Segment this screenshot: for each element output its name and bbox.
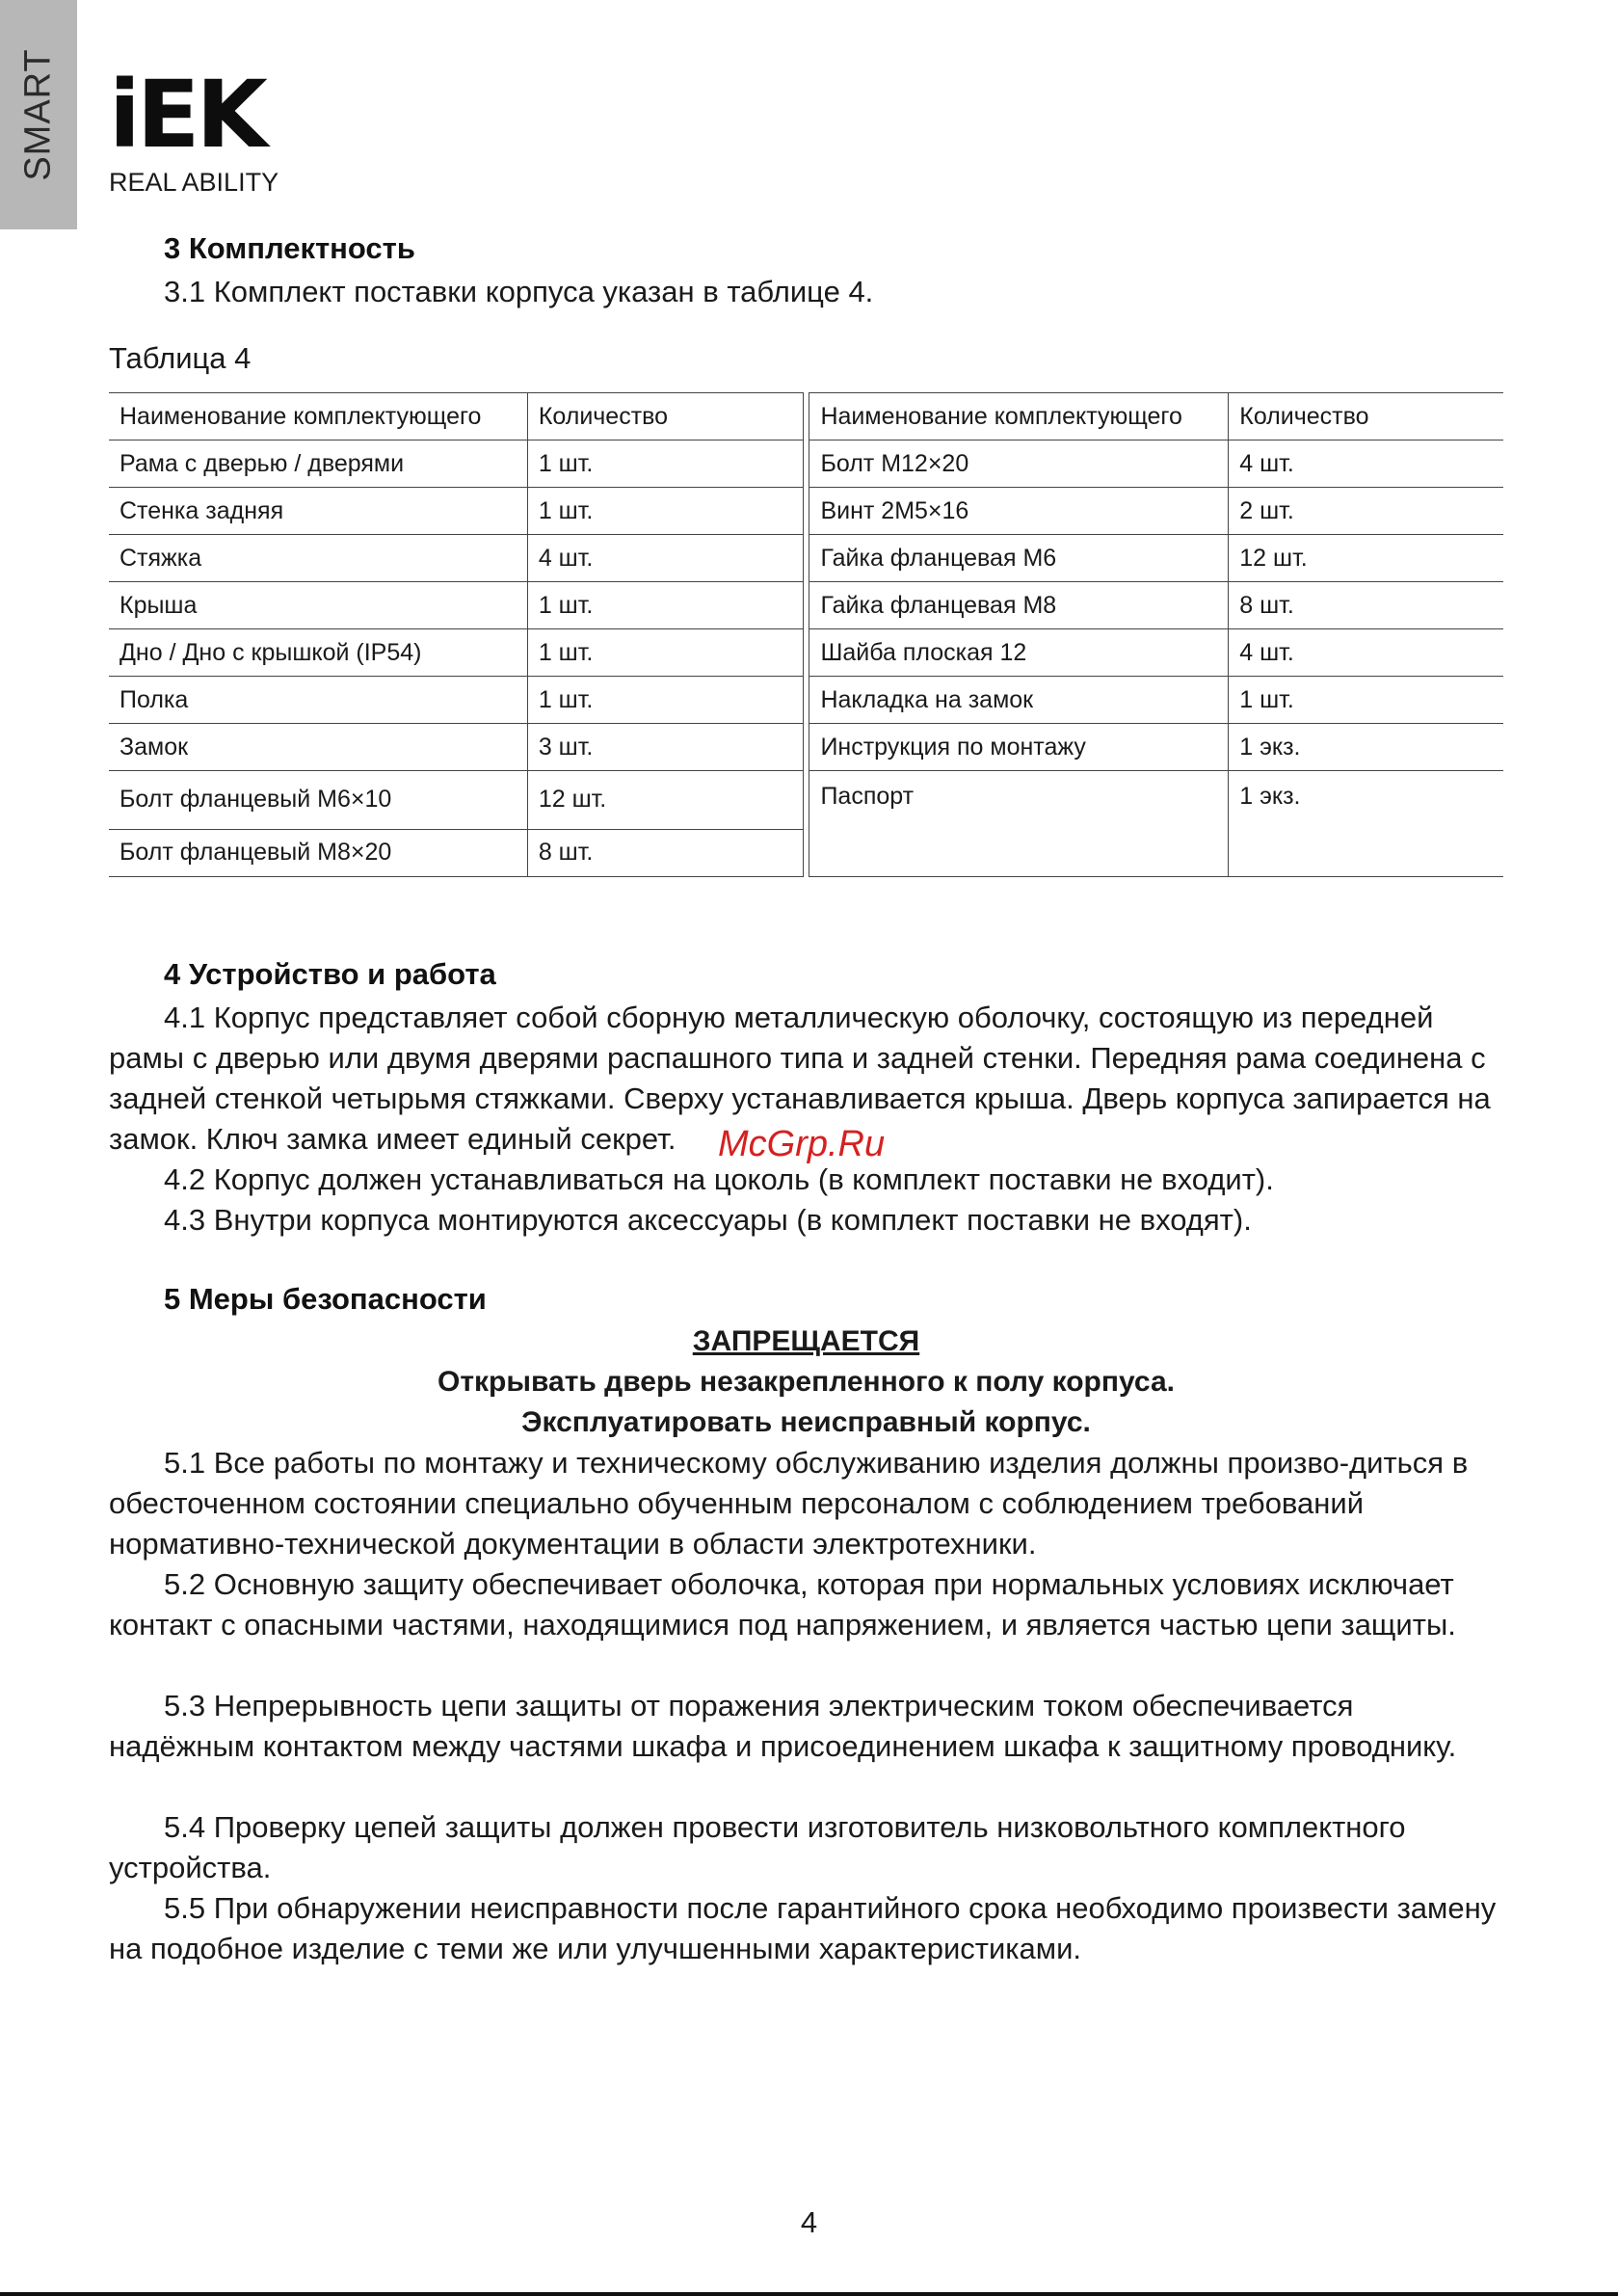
forbidden-item-1: Открывать дверь незакрепленного к полу корпуса. — [437, 1366, 1175, 1398]
item-name-cell: Крыша — [109, 582, 527, 629]
section-5-heading: 5 Меры безопасности — [164, 1282, 487, 1316]
column-separator — [803, 677, 809, 724]
item-qty-cell: 1 шт. — [527, 441, 803, 488]
table-row — [109, 441, 1503, 488]
paragraph-5-4: 5.4 Проверку цепей защиты должен провести изготовитель низковольтного комплектного устройства. — [109, 1810, 1406, 1884]
table-row — [109, 677, 1503, 724]
item-qty-cell: 12 шт. — [527, 771, 803, 830]
item-name-cell — [809, 829, 1229, 876]
item-name-cell: Гайка фланцевая М6 — [809, 535, 1229, 582]
item-qty-cell: 1 шт. — [527, 488, 803, 535]
table-row — [109, 488, 1503, 535]
paragraph-4-3: 4.3 Внутри корпуса монтируются аксессуары (в комплект поставки не входят). — [164, 1203, 1252, 1237]
item-qty-cell: 1 шт. — [527, 582, 803, 629]
item-qty-cell: 1 шт. — [527, 629, 803, 677]
bottom-rule — [0, 2292, 1618, 2296]
column-separator — [803, 441, 809, 488]
table-header-cell: Наименование комплектующего — [809, 393, 1229, 441]
item-qty-cell — [1229, 829, 1503, 876]
table-row — [109, 629, 1503, 677]
watermark: McGrp.Ru — [718, 1124, 886, 1164]
paragraph-5-5: 5.5 При обнаружении неисправности после гарантийного срока необходимо произвести замену на подобное изделие с теми же или улучшенными характеристиками. — [109, 1891, 1497, 1965]
item-qty-cell: 12 шт. — [1229, 535, 1503, 582]
item-name-cell: Гайка фланцевая М8 — [809, 582, 1229, 629]
logo-mark: iEK — [109, 61, 264, 169]
table-caption: Таблица 4 — [109, 341, 252, 375]
item-qty-cell: 3 шт. — [527, 724, 803, 771]
item-qty-cell: 1 шт. — [1229, 677, 1503, 724]
table-row — [109, 582, 1503, 629]
table-header-cell: Наименование комплектующего — [109, 393, 527, 441]
iek-logo — [109, 61, 264, 169]
item-name-cell: Болт фланцевый М8×20 — [109, 829, 527, 876]
paragraph-4-1: 4.1 Корпус представляет собой сборную металлическую оболочку, состоящую из передней рамы с дверью или двумя дверями распашного типа и задней стенки. Передняя рама соединена с задней стенкой четырьмя стяжками. Сверху устанавливается крыша. Дверь корпуса запирается на замок. Ключ замка имеет единый секрет. — [109, 1001, 1491, 1156]
table-row — [109, 771, 1503, 830]
table-row — [109, 829, 1503, 876]
item-qty-cell: 4 шт. — [1229, 441, 1503, 488]
paragraph-5-2: 5.2 Основную защиту обеспечивает оболочка, которая при нормальных условиях исключает контакт с опасными частями, находящимися под напряжением, и является частью цепи защиты. — [109, 1567, 1456, 1642]
column-separator — [803, 582, 809, 629]
column-separator — [803, 724, 809, 771]
item-name-cell: Болт фланцевый М6×10 — [109, 771, 527, 830]
table-header-cell: Количество — [1229, 393, 1503, 441]
item-name-cell: Паспорт — [809, 771, 1229, 830]
paragraph-3-1: 3.1 Комплект поставки корпуса указан в таблице 4. — [164, 275, 874, 308]
item-name-cell: Полка — [109, 677, 527, 724]
table-row — [109, 535, 1503, 582]
paragraph-5-1: 5.1 Все работы по монтажу и техническому обслуживанию изделия должны произво-диться в обесточенном состоянии специально обученным персоналом с соблюдением требований нормативно-технической документации в области электротехники. — [109, 1446, 1469, 1561]
item-name-cell: Винт 2М5×16 — [809, 488, 1229, 535]
item-name-cell: Болт М12×20 — [809, 441, 1229, 488]
forbidden-title: ЗАПРЕЩАЕТСЯ — [692, 1325, 920, 1357]
section-4-heading: 4 Устройство и работа — [164, 957, 496, 991]
item-name-cell: Замок — [109, 724, 527, 771]
page-number: 4 — [800, 2205, 818, 2239]
column-separator — [803, 829, 809, 876]
item-name-cell: Стяжка — [109, 535, 527, 582]
section-3-heading: 3 Комплектность — [164, 231, 415, 265]
table-header-cell: Количество — [527, 393, 803, 441]
side-tab-label: SMART — [17, 48, 59, 181]
column-separator — [803, 535, 809, 582]
forbidden-item-2: Эксплуатировать неисправный корпус. — [521, 1406, 1091, 1438]
item-qty-cell: 4 шт. — [527, 535, 803, 582]
item-name-cell: Рама с дверью / дверями — [109, 441, 527, 488]
column-separator — [803, 771, 809, 830]
components-table — [109, 392, 1503, 877]
item-qty-cell: 4 шт. — [1229, 629, 1503, 677]
item-qty-cell: 8 шт. — [527, 829, 803, 876]
item-name-cell: Дно / Дно с крышкой (IP54) — [109, 629, 527, 677]
item-name-cell: Шайба плоская 12 — [809, 629, 1229, 677]
item-qty-cell: 1 шт. — [527, 677, 803, 724]
table-header-row — [109, 393, 1503, 441]
item-name-cell: Инструкция по монтажу — [809, 724, 1229, 771]
item-qty-cell: 1 экз. — [1229, 771, 1503, 830]
item-name-cell: Накладка на замок — [809, 677, 1229, 724]
item-name-cell: Стенка задняя — [109, 488, 527, 535]
side-tab — [0, 0, 77, 229]
paragraph-5-3: 5.3 Непрерывность цепи защиты от поражения электрическим током обеспечивается надёжным контактом между частями шкафа и присоединением шкафа к защитному проводнику. — [109, 1689, 1457, 1763]
item-qty-cell: 1 экз. — [1229, 724, 1503, 771]
item-qty-cell: 2 шт. — [1229, 488, 1503, 535]
column-separator — [803, 488, 809, 535]
logo-tagline: REAL ABILITY — [109, 168, 279, 197]
column-separator — [803, 629, 809, 677]
column-separator — [803, 393, 809, 441]
item-qty-cell: 8 шт. — [1229, 582, 1503, 629]
table-row — [109, 724, 1503, 771]
paragraph-4-2: 4.2 Корпус должен устанавливаться на цоколь (в комплект поставки не входит). — [164, 1162, 1274, 1196]
